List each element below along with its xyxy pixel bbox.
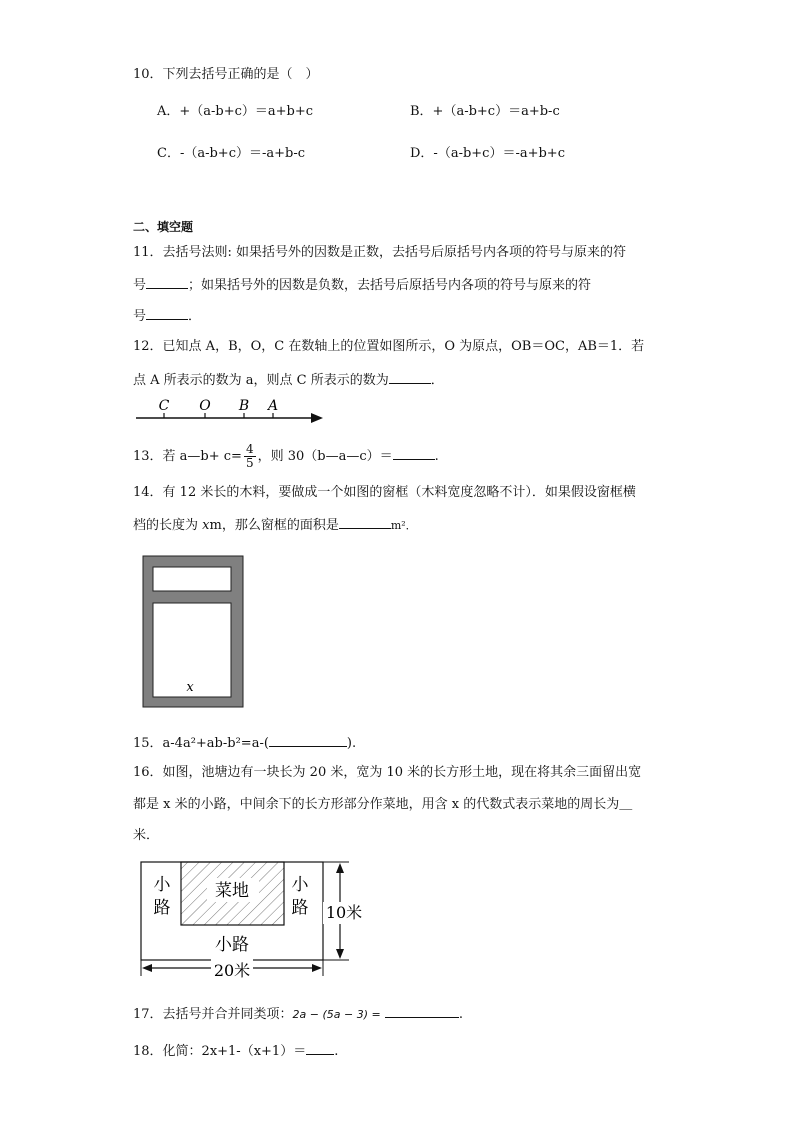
right-path-label-2: 路	[291, 898, 309, 918]
q16-line3: 米．	[133, 828, 160, 843]
q18-start: 18．化简：2x+1-（x+1）＝	[133, 1044, 307, 1059]
height-label: 10米	[325, 903, 363, 922]
q13-line	[133, 442, 439, 472]
window-top-pane	[153, 567, 231, 591]
garden-figure	[135, 858, 375, 983]
q11-line2-end: ；如果括号外的因数是负数，去括号后原括号内各项的符号与原来的符	[188, 278, 592, 293]
q13-mid: ，则 30（b—a—c）＝	[257, 449, 393, 464]
q15-end: ).	[346, 736, 357, 751]
width-label: 20米	[213, 961, 251, 980]
q17-blank	[385, 1003, 459, 1018]
window-x-label: x	[186, 680, 194, 695]
label-o: O	[199, 398, 211, 414]
q11-blank-2	[146, 305, 188, 320]
q11-line3-end: ．	[188, 309, 202, 324]
fraction-denominator: 5	[245, 456, 254, 470]
left-path-label-2: 路	[153, 898, 171, 918]
number-line-arrow	[311, 413, 323, 423]
q11-line1: 11．去括号法则: 如果括号外的因数是正数，去括号后原括号内各项的符号与原来的符	[133, 245, 627, 260]
q14-variable: x	[202, 518, 210, 533]
q14-line2-end: m²．	[390, 519, 417, 532]
q17-expression: 2a − (5a − 3) =	[292, 1008, 381, 1021]
garden-label: 菜地	[215, 881, 249, 901]
width-arrow-left	[142, 964, 152, 972]
q10-stem: 10．下列去括号正确的是（ ）	[133, 67, 319, 82]
height-arrow-top	[336, 863, 344, 873]
q18-line	[133, 1040, 338, 1062]
height-arrow-bottom	[336, 949, 344, 959]
q12-line2	[133, 369, 444, 391]
q10-option-a: A．+（a-b+c）＝a+b+c	[157, 104, 314, 119]
q14-unit: m	[209, 518, 222, 533]
q15-blank	[269, 732, 347, 747]
q16-line2: 都是 x 米的小路，中间余下的长方形部分作菜地，用含 x 的代数式表示菜地的周长为＿	[133, 797, 633, 812]
q16-line1: 16．如图，池塘边有一块长为 20 米，宽为 10 米的长方形土地，现在将其余三面留出宽	[133, 765, 642, 780]
q13-start: 13．若 a—b+ c=	[133, 449, 242, 464]
label-a: A	[267, 398, 279, 414]
q13-end: .	[434, 449, 439, 464]
q11-blank-1	[146, 274, 188, 289]
q14-line2	[133, 514, 417, 536]
q17-end: .	[458, 1007, 464, 1022]
q14-line2-mid: ，那么窗框的面积是	[221, 518, 339, 533]
label-b: B	[238, 398, 250, 414]
q12-blank	[389, 369, 431, 384]
q18-blank	[306, 1040, 334, 1055]
q12-line1: 12．已知点 A，B，O，C 在数轴上的位置如图所示，O 为原点，OB＝OC，AB＝1．若	[133, 339, 645, 354]
q18-end: .	[334, 1044, 339, 1059]
q11-line3	[133, 305, 201, 327]
q14-blank	[339, 514, 391, 529]
q15-start: 15．a-4a²+ab-b²=a-(	[133, 736, 269, 751]
q15-line	[133, 732, 356, 754]
q17-line	[133, 1003, 463, 1025]
section-title: 二、填空题	[133, 220, 194, 234]
number-line-figure	[130, 395, 330, 425]
q17-start: 17．去括号并合并同类项：	[133, 1007, 293, 1022]
bottom-path-label: 小路	[215, 935, 249, 955]
right-path-label-1: 小	[291, 875, 309, 895]
q13-fraction	[244, 443, 256, 470]
q14-line1: 14．有 12 米长的木料，要做成一个如图的窗框（木料宽度忽略不计）．如果假设窗框横	[133, 485, 636, 500]
q10-option-b: B．+（a-b+c）＝a+b-c	[410, 104, 560, 119]
window-frame-figure	[140, 553, 248, 711]
width-arrow-right	[312, 964, 322, 972]
q10-option-d: D．-（a-b+c）＝-a+b+c	[410, 146, 565, 161]
fraction-numerator: 4	[245, 442, 254, 456]
left-path-label-1: 小	[153, 875, 171, 895]
q12-line2-end: ．	[430, 373, 444, 388]
q10-option-c: C．-（a-b+c）＝-a+b-c	[157, 146, 306, 161]
label-c: C	[158, 398, 170, 414]
q13-blank	[393, 445, 435, 460]
q11-line2-start: 号	[133, 278, 147, 293]
q11-line2	[133, 274, 591, 296]
q14-line2-start: 档的长度为	[133, 518, 199, 533]
q12-line2-start: 点 A 所表示的数为 a，则点 C 所表示的数为	[133, 373, 389, 388]
q11-line3-start: 号	[133, 309, 147, 324]
